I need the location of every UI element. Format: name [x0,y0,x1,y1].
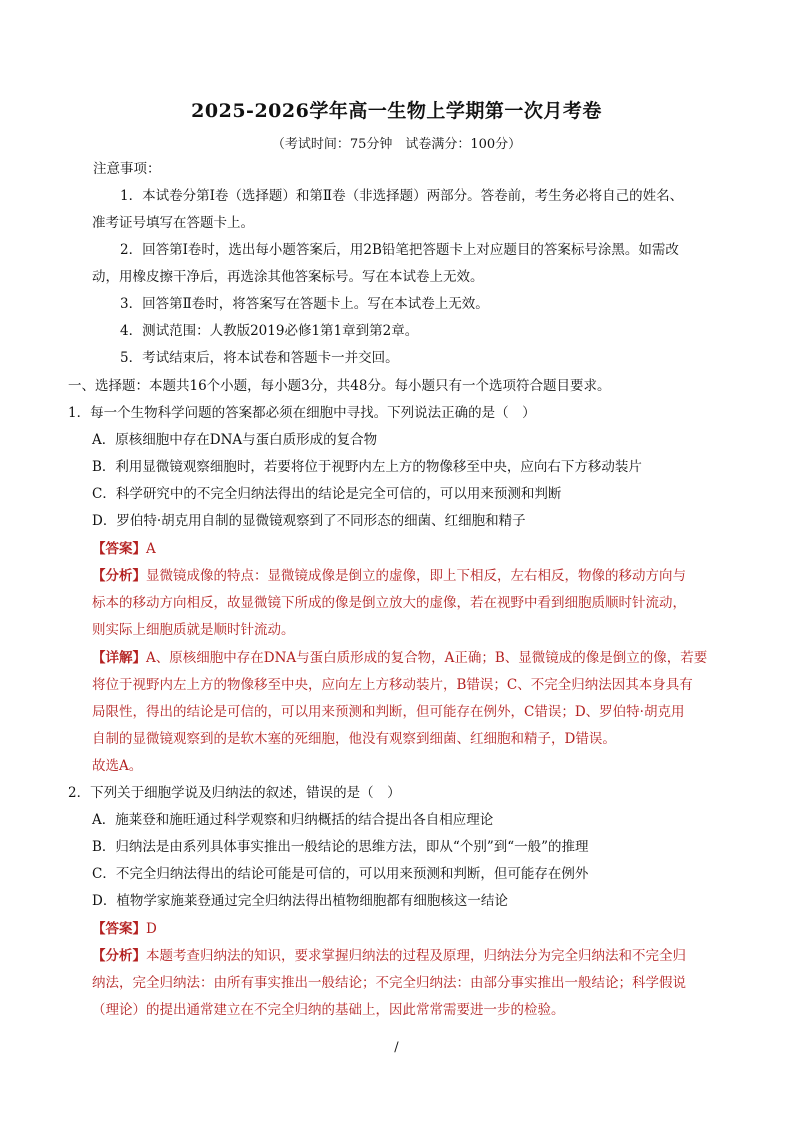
exam-subtitle: （考试时间：75分钟 试卷满分：100分） [271,137,522,152]
question-1-option-c: C．科学研究中的不完全归纳法得出的结论是完全可信的，可以用来预测和判断 [92,486,562,502]
question-2-option-a: A．施莱登和施旺通过科学观察和归纳概括的结合提出各自相应理论 [92,812,494,828]
question-2-option-c: C．不完全归纳法得出的结论可能是可信的，可以用来预测和判断，但可能存在例外 [92,866,589,882]
notice-1-line-1: 1．本试卷分第Ⅰ卷（选择题）和第Ⅱ卷（非选择题）两部分。答卷前，考生务必将自己的姓名、 [120,188,684,204]
notice-5: 5．考试结束后，将本试卷和答题卡一并交回。 [120,350,399,366]
question-1-option-b: B．利用显微镜观察细胞时，若要将位于视野内左上方的物像移至中央，应向右下方移动装片 [92,459,642,475]
question-1-analysis-line-2: 标本的移动方向相反，故显微镜下所成的像是倒立放大的虚像，若在视野中看到细胞质顺时针流动， [92,595,686,611]
answer-value: D [146,921,157,937]
notice-1-line-2: 准考证号填写在答题卡上。 [92,215,254,231]
question-2-answer-line [92,919,157,939]
question-1-stem: 1．每一个生物科学问题的答案都必须在细胞中寻找。下列说法正确的是（ ） [68,405,536,421]
question-1-conclusion: 故选A。 [92,758,143,774]
question-1-analysis-line-3: 则实际上细胞质就是顺时针流动。 [92,622,295,638]
question-2-stem: 2．下列关于细胞学说及归纳法的叙述，错误的是（ ） [68,785,401,801]
question-2-option-d: D．植物学家施莱登通过完全归纳法得出植物细胞都有细胞核这一结论 [92,893,508,909]
question-1-option-a: A．原核细胞中存在DNA与蛋白质形成的复合物 [92,432,378,448]
question-2-analysis-line-3: （理论）的提出通常建立在不完全归纳的基础上，因此常常需要进一步的检验。 [92,1002,565,1018]
question-1-analysis-line-1 [92,566,686,586]
analysis-tag: 【分析】 [92,568,146,584]
notice-3: 3．回答第Ⅱ卷时，将答案写在答题卡上。写在本试卷上无效。 [120,296,489,312]
analysis-tag: 【分析】 [92,948,146,964]
analysis-text: 本题考查归纳法的知识，要求掌握归纳法的过程及原理，归纳法分为完全归纳法和不完全归 [146,948,686,964]
question-1-detail-line-1 [92,648,707,668]
page-title: 2025-2026学年高一生物上学期第一次月考卷 [191,100,602,122]
question-1-detail-line-4: 自制的显微镜观察到的是软木塞的死细胞，他没有观察到细菌、红细胞和精子，D错误。 [92,731,616,747]
question-1-answer-line [92,539,156,559]
question-2-option-b: B．归纳法是由系列具体事实推出一般结论的思维方法，即从“个别”到“一般”的推理 [92,839,589,855]
question-1-detail-line-2: 将位于视野内左上方的物像移至中央，应向左上方移动装片，B错误；C、不完全归纳法因其本身具有 [92,677,693,693]
answer-tag: 【答案】 [92,921,146,937]
question-1-option-d: D．罗伯特·胡克用自制的显微镜观察到了不同形态的细菌、红细胞和精子 [92,513,526,529]
notice-2-line-2: 动，用橡皮擦干净后，再选涂其他答案标号。写在本试卷上无效。 [92,269,484,285]
section-heading: 一、选择题：本题共16个小题，每小题3分，共48分。每小题只有一个选项符合题目要求。 [68,378,611,394]
question-1-detail-line-3: 局限性，得出的结论是可信的，可以用来预测和判断，但可能存在例外，C错误；D、罗伯特·胡克用 [92,704,685,720]
notice-2-line-1: 2．回答第Ⅰ卷时，选出每小题答案后，用2B铅笔把答题卡上对应题目的答案标号涂黑。如需改 [120,242,679,258]
notice-heading: 注意事项： [93,161,161,177]
page-footer: / [394,1040,399,1055]
detail-tag: 【详解】 [92,650,146,666]
question-2-analysis-line-1 [92,946,686,966]
answer-value: A [146,541,156,557]
question-2-analysis-line-2: 纳法，完全归纳法：由所有事实推出一般结论；不完全归纳法：由部分事实推出一般结论；科学假说 [92,975,686,991]
answer-tag: 【答案】 [92,541,146,557]
analysis-text: 显微镜成像的特点：显微镜成像是倒立的虚像，即上下相反，左右相反，物像的移动方向与 [146,568,686,584]
detail-text: A、原核细胞中存在DNA与蛋白质形成的复合物，A正确；B、显微镜成的像是倒立的像，若要 [146,650,708,666]
notice-4: 4．测试范围：人教版2019必修1第1章到第2章。 [120,323,419,339]
